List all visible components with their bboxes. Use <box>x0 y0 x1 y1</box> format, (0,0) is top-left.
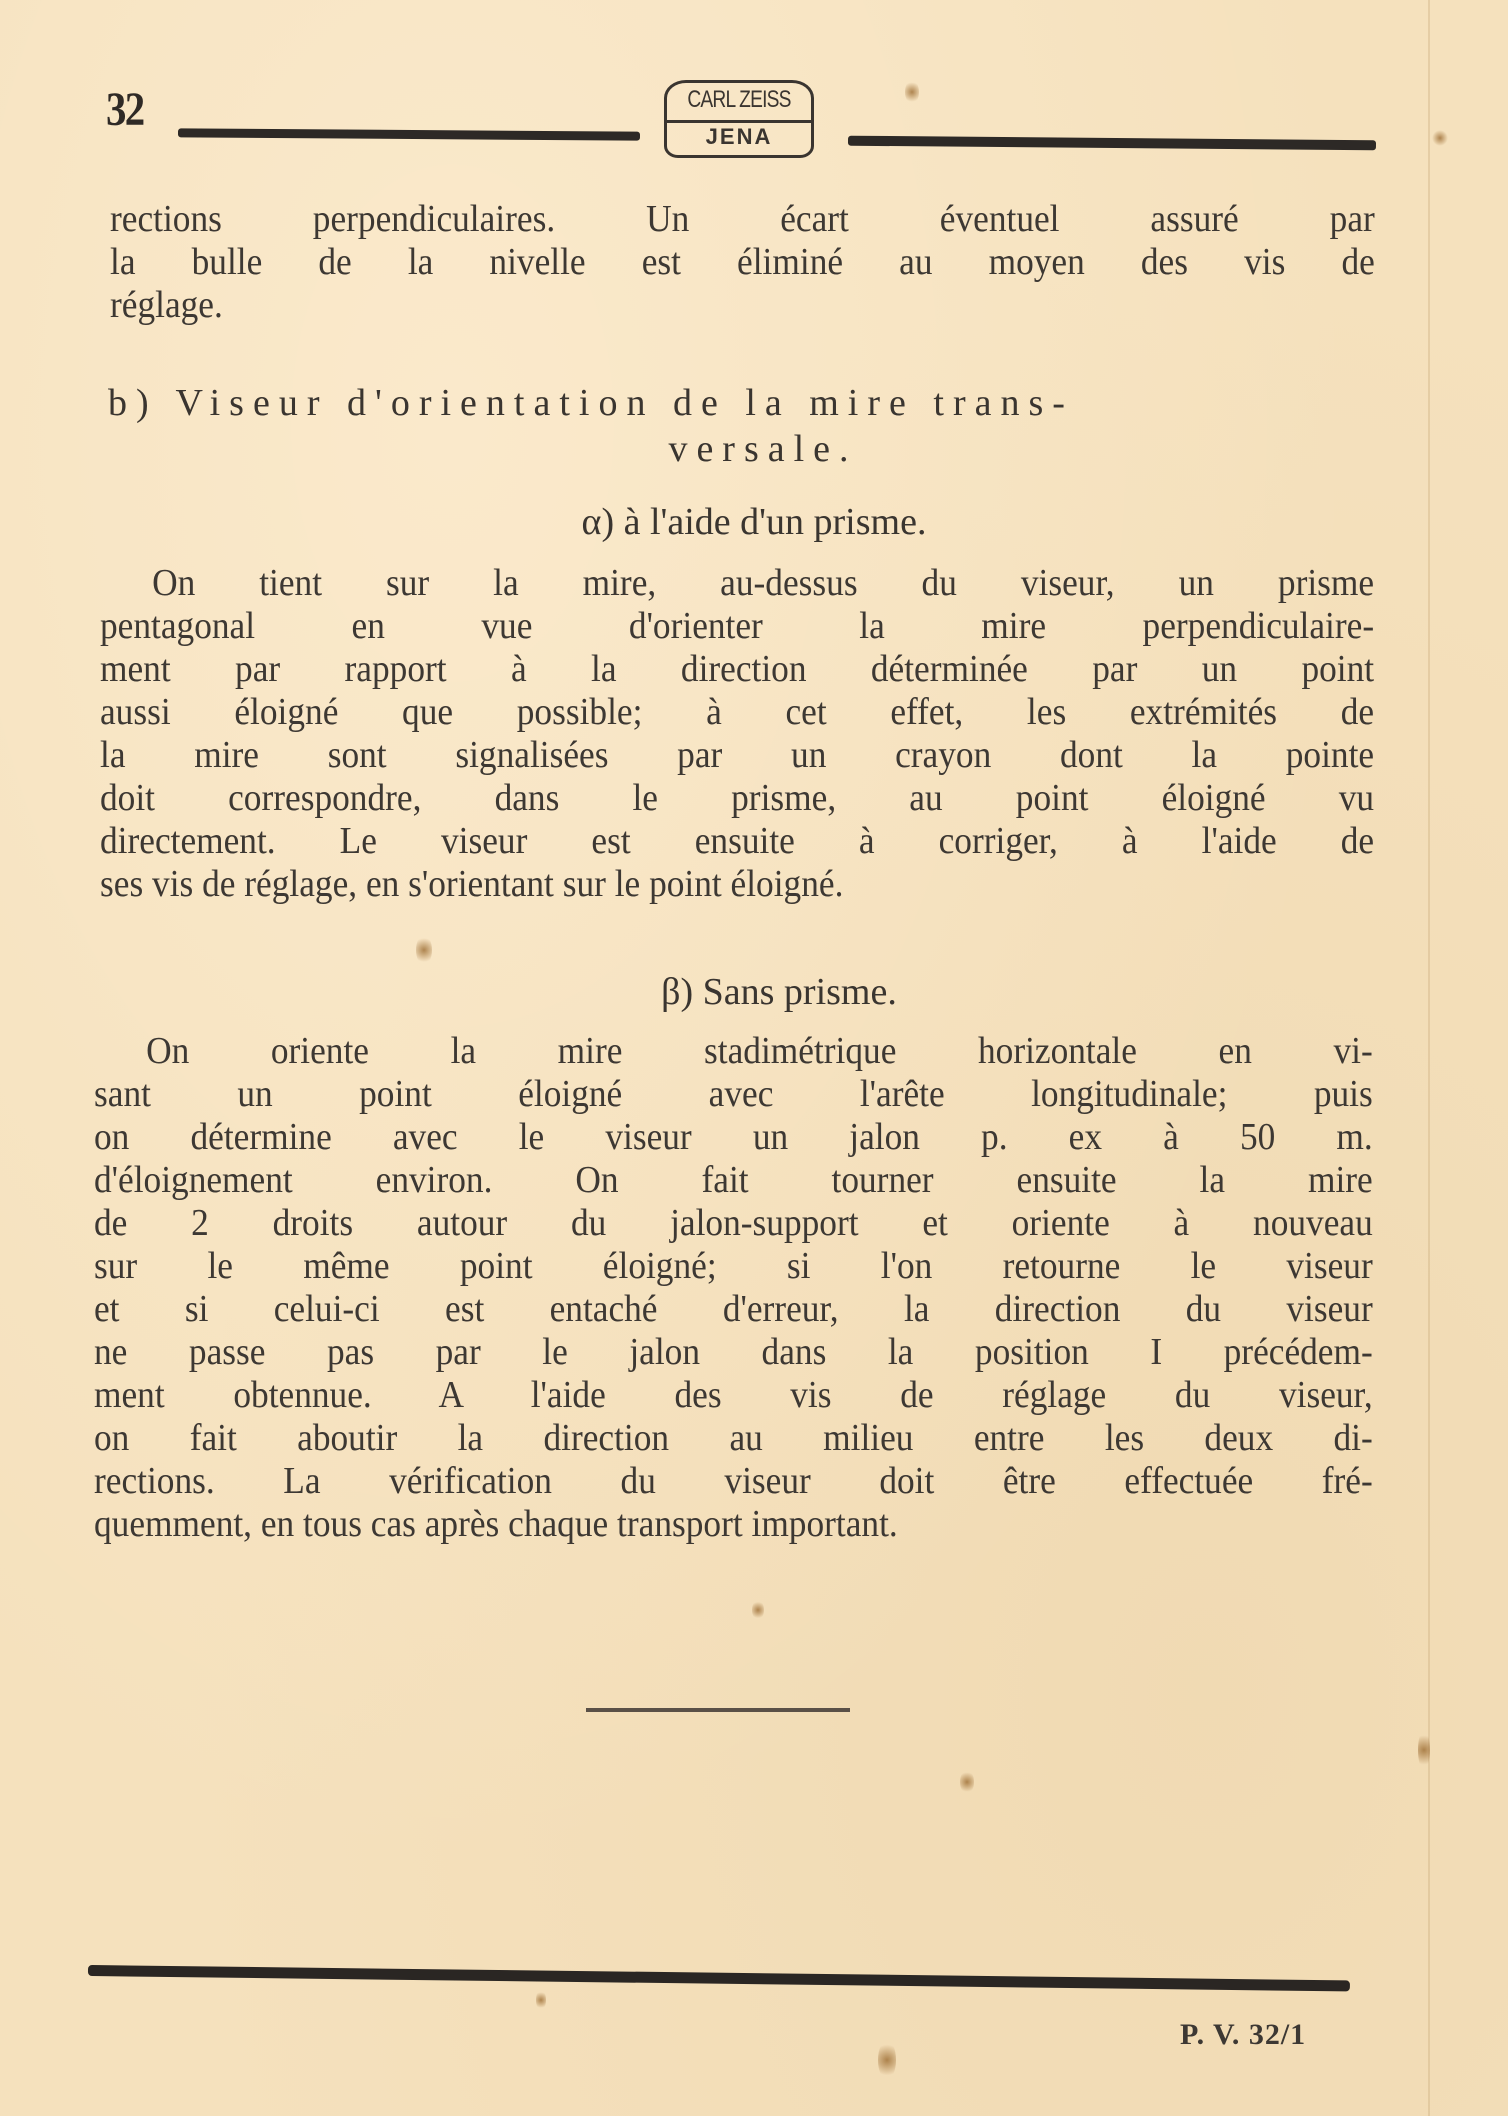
text-line: directement. Le viseur est ensuite à corriger, à l'aide de <box>100 820 1375 862</box>
foxing-stain <box>536 1990 546 2010</box>
text-line: On oriente la mire stadimétrique horizontale en vi- <box>146 1030 1373 1072</box>
section-heading-line2: versale. <box>668 428 858 470</box>
text-line: quemment, en tous cas après chaque transport important. <box>94 1503 898 1545</box>
text-line: aussi éloigné que possible; à cet effet, les extrémités de <box>100 691 1375 733</box>
text-line: ment par rapport à la direction déterminée par un point <box>100 648 1375 690</box>
text-line: On tient sur la mire, au-dessus du viseur, un prisme <box>152 562 1375 604</box>
subsection-alpha-paragraph <box>100 562 1374 906</box>
logo-text-top: CARL ZEISS <box>687 86 791 113</box>
text-line: ses vis de réglage, en s'orientant sur le point éloigné. <box>100 863 844 905</box>
logo-divider <box>667 120 811 123</box>
page-edge <box>1428 0 1430 2116</box>
section-end-rule <box>586 1708 850 1712</box>
text-line: ment obtennue. A l'aide des vis de réglage du viseur, <box>94 1374 1373 1416</box>
text-line: la bulle de la nivelle est éliminé au moyen des vis de <box>110 241 1375 283</box>
subsection-beta-paragraph <box>94 1030 1373 1546</box>
text-line: de 2 droits autour du jalon-support et oriente à nouveau <box>94 1202 1373 1244</box>
section-heading-line1: b) Viseur d'orientation de la mire trans- <box>108 382 1074 424</box>
foxing-stain <box>1432 130 1448 146</box>
text-line: rections perpendiculaires. Un écart éventuel assuré par <box>110 198 1375 240</box>
text-line: pentagonal en vue d'orienter la mire perpendiculaire- <box>100 605 1375 647</box>
text-line: ne passe pas par le jalon dans la position I précédem- <box>94 1331 1373 1373</box>
carl-zeiss-logo <box>664 80 814 158</box>
text-line: sur le même point éloigné; si l'on retourne le viseur <box>94 1245 1373 1287</box>
foxing-stain <box>960 1770 974 1794</box>
foxing-stain <box>416 935 432 965</box>
text-line: doit correspondre, dans le prisme, au point éloigné vu <box>100 777 1375 819</box>
text-line: réglage. <box>110 284 223 326</box>
subsection-beta-heading: β) Sans prisme. <box>661 971 897 1013</box>
section-heading <box>108 380 1378 472</box>
text-line: et si celui-ci est entaché d'erreur, la direction du viseur <box>94 1288 1373 1330</box>
foxing-stain <box>878 2040 896 2080</box>
foxing-stain <box>752 1600 764 1620</box>
intro-paragraph <box>110 198 1375 327</box>
page-number: 32 <box>106 83 144 136</box>
header-rule-right <box>848 136 1376 151</box>
foxing-stain <box>1418 1730 1430 1770</box>
text-line: on fait aboutir la direction au milieu entre les deux di- <box>94 1417 1373 1459</box>
subsection-alpha-heading: α) à l'aide d'un prisme. <box>581 501 927 543</box>
text-line: d'éloignement environ. On fait tourner ensuite la mire <box>94 1159 1373 1201</box>
footer-code: P. V. 32/1 <box>1180 2018 1307 2051</box>
text-line: sant un point éloigné avec l'arête longitudinale; puis <box>94 1073 1373 1115</box>
text-line: on détermine avec le viseur un jalon p. ex à 50 m. <box>94 1116 1373 1158</box>
logo-text-bottom: JENA <box>705 124 773 149</box>
footer-rule <box>88 1965 1350 1991</box>
header-rule-left <box>178 128 640 140</box>
text-line: la mire sont signalisées par un crayon dont la pointe <box>100 734 1375 776</box>
foxing-stain <box>905 80 919 104</box>
text-line: rections. La vérification du viseur doit être effectuée fré- <box>94 1460 1373 1502</box>
